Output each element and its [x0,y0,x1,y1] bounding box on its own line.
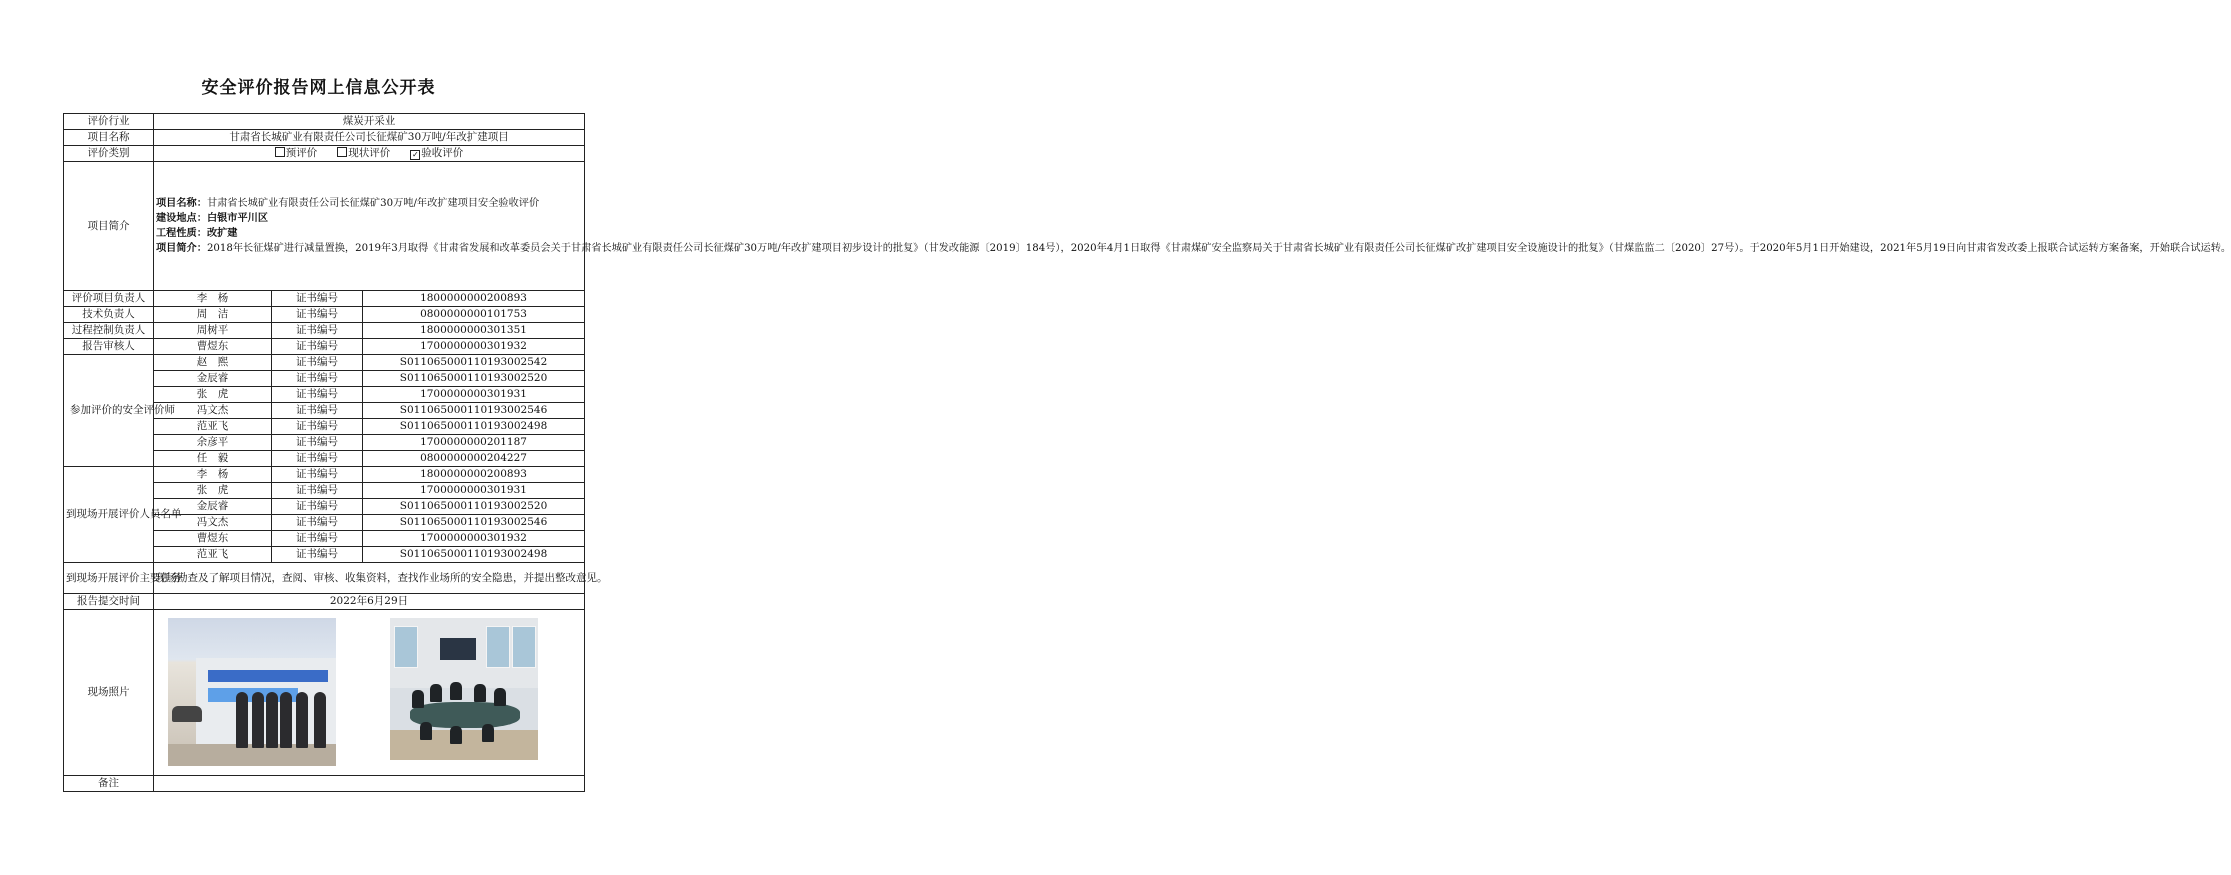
evaluator-name: 任 毅 [154,451,272,467]
evaluator-name: 张 虎 [154,387,272,403]
project-label: 项目名称 [64,130,154,146]
leader-row [64,307,585,323]
photos-cell [154,610,585,776]
cert-number: S011065000110193002542 [363,355,585,371]
intro-location-value: 白银市平川区 [206,212,269,224]
date-row [64,594,585,610]
cert-label: 证书编号 [272,419,363,435]
remark-label: 备注 [64,776,154,792]
leader-name: 李 杨 [154,291,272,307]
staff-name: 李 杨 [154,467,272,483]
cert-number: 1700000000301931 [363,483,585,499]
intro-location-key: 建设地点： [156,212,207,224]
site-staff-row [64,467,585,483]
photos-row [64,610,585,776]
checkbox-checked-icon: ✓ [411,150,419,159]
checkbox-icon [275,147,285,157]
cert-number: 0800000000101753 [363,307,585,323]
checkbox-icon [337,147,347,157]
leader-row [64,323,585,339]
evaluator-name: 冯文杰 [154,403,272,419]
category-options [154,146,585,162]
cert-number: 1800000000200893 [363,467,585,483]
option-acceptance-evaluation[interactable]: ✓ 验收评价 [411,147,464,159]
site-photo-meeting [390,618,538,760]
cert-number: 1800000000200893 [363,291,585,307]
category-label: 评价类别 [64,146,154,162]
evaluator-name: 范亚飞 [154,419,272,435]
date-value: 2022年6月29日 [154,594,585,610]
industry-row [64,114,585,130]
cert-number: S011065000110193002498 [363,419,585,435]
leader-role: 评价项目负责人 [64,291,154,307]
leader-name: 周树平 [154,323,272,339]
cert-number: 1700000000301932 [363,531,585,547]
intro-nature-key: 工程性质： [156,227,207,239]
intro-summary-value: 2018年长征煤矿进行减量置换，2019年3月取得《甘肃省发展和改革委员会关于甘肃省长城矿业有限责任公司长征煤矿30万吨/年改扩建项目初步设计的批复》（甘发改能源〔2019〕184号），2020年4月1日取得《甘肃煤矿安全监察局关于甘肃省长城矿业有限责任公司长征煤矿改扩建项目安全设施设计的批复》（甘煤监监二〔2020〕27号）。于2020年5月1日开始建设，2021年5月19日向甘肃省发改委上报联合试运转方案备案，开始联合试运转。 [206,243,2231,254]
staff-name: 张 虎 [154,483,272,499]
intro-summary-key: 项目简介： [156,242,207,254]
staff-name: 冯文杰 [154,515,272,531]
intro-name-key: 项目名称： [156,197,207,209]
industry-value: 煤炭开采业 [154,114,585,130]
cert-label: 证书编号 [272,547,363,563]
remark-row [64,776,585,792]
cert-label: 证书编号 [272,435,363,451]
cert-number: S011065000110193002520 [363,371,585,387]
leader-name: 周 洁 [154,307,272,323]
cert-label: 证书编号 [272,387,363,403]
cert-number: S011065000110193002498 [363,547,585,563]
intro-nature-value: 改扩建 [206,227,238,239]
task-row [64,563,585,594]
cert-label: 证书编号 [272,499,363,515]
option-status-evaluation[interactable]: 现状评价 [337,147,390,159]
cert-label: 证书编号 [272,403,363,419]
info-table [63,113,2231,792]
intro-row [64,162,585,291]
cert-number: S011065000110193002520 [363,499,585,515]
leader-name: 曹煜东 [154,339,272,355]
site-staff-label: 到现场开展评价人员名单 [64,467,154,563]
cert-label: 证书编号 [272,291,363,307]
staff-name: 范亚飞 [154,547,272,563]
evaluator-name: 金辰睿 [154,371,272,387]
remark-value [154,776,585,792]
leader-role: 过程控制负责人 [64,323,154,339]
intro-content [154,162,2231,291]
staff-name: 曹煜东 [154,531,272,547]
cert-label: 证书编号 [272,307,363,323]
industry-label: 评价行业 [64,114,154,130]
cert-label: 证书编号 [272,323,363,339]
project-row [64,130,585,146]
evaluator-row [64,355,585,371]
option-pre-evaluation[interactable]: 预评价 [275,147,318,159]
cert-number: 0800000000204227 [363,451,585,467]
leader-role: 技术负责人 [64,307,154,323]
photos-label: 现场照片 [64,610,154,776]
cert-number: 1700000000301932 [363,339,585,355]
cert-label: 证书编号 [272,339,363,355]
cert-label: 证书编号 [272,531,363,547]
date-label: 报告提交时间 [64,594,154,610]
cert-number: 1700000000301931 [363,387,585,403]
intro-label: 项目简介 [64,162,154,291]
leader-row [64,339,585,355]
evaluator-name: 赵 熙 [154,355,272,371]
cert-number: 1700000000201187 [363,435,585,451]
cert-label: 证书编号 [272,451,363,467]
intro-name-value: 甘肃省长城矿业有限责任公司长征煤矿30万吨/年改扩建项目安全验收评价 [206,198,540,209]
page-title: 安全评价报告网上信息公开表 [201,78,436,98]
cert-number: 1800000000301351 [363,323,585,339]
task-value: 现场勘查及了解项目情况，查阅、审核、收集资料，查找作业场所的安全隐患，并提出整改意见。 [154,563,585,594]
project-value: 甘肃省长城矿业有限责任公司长征煤矿30万吨/年改扩建项目 [154,130,585,146]
task-label: 到现场开展评价主要任务 [64,563,154,594]
leader-role: 报告审核人 [64,339,154,355]
site-photo-outdoor [168,618,336,766]
leader-row [64,291,585,307]
cert-number: S011065000110193002546 [363,515,585,531]
evaluator-name: 余彦平 [154,435,272,451]
cert-label: 证书编号 [272,467,363,483]
evaluators-label: 参加评价的安全评价师 [64,355,154,467]
cert-label: 证书编号 [272,483,363,499]
category-row [64,146,585,162]
staff-name: 金辰睿 [154,499,272,515]
cert-label: 证书编号 [272,371,363,387]
cert-label: 证书编号 [272,355,363,371]
cert-number: S011065000110193002546 [363,403,585,419]
cert-label: 证书编号 [272,515,363,531]
